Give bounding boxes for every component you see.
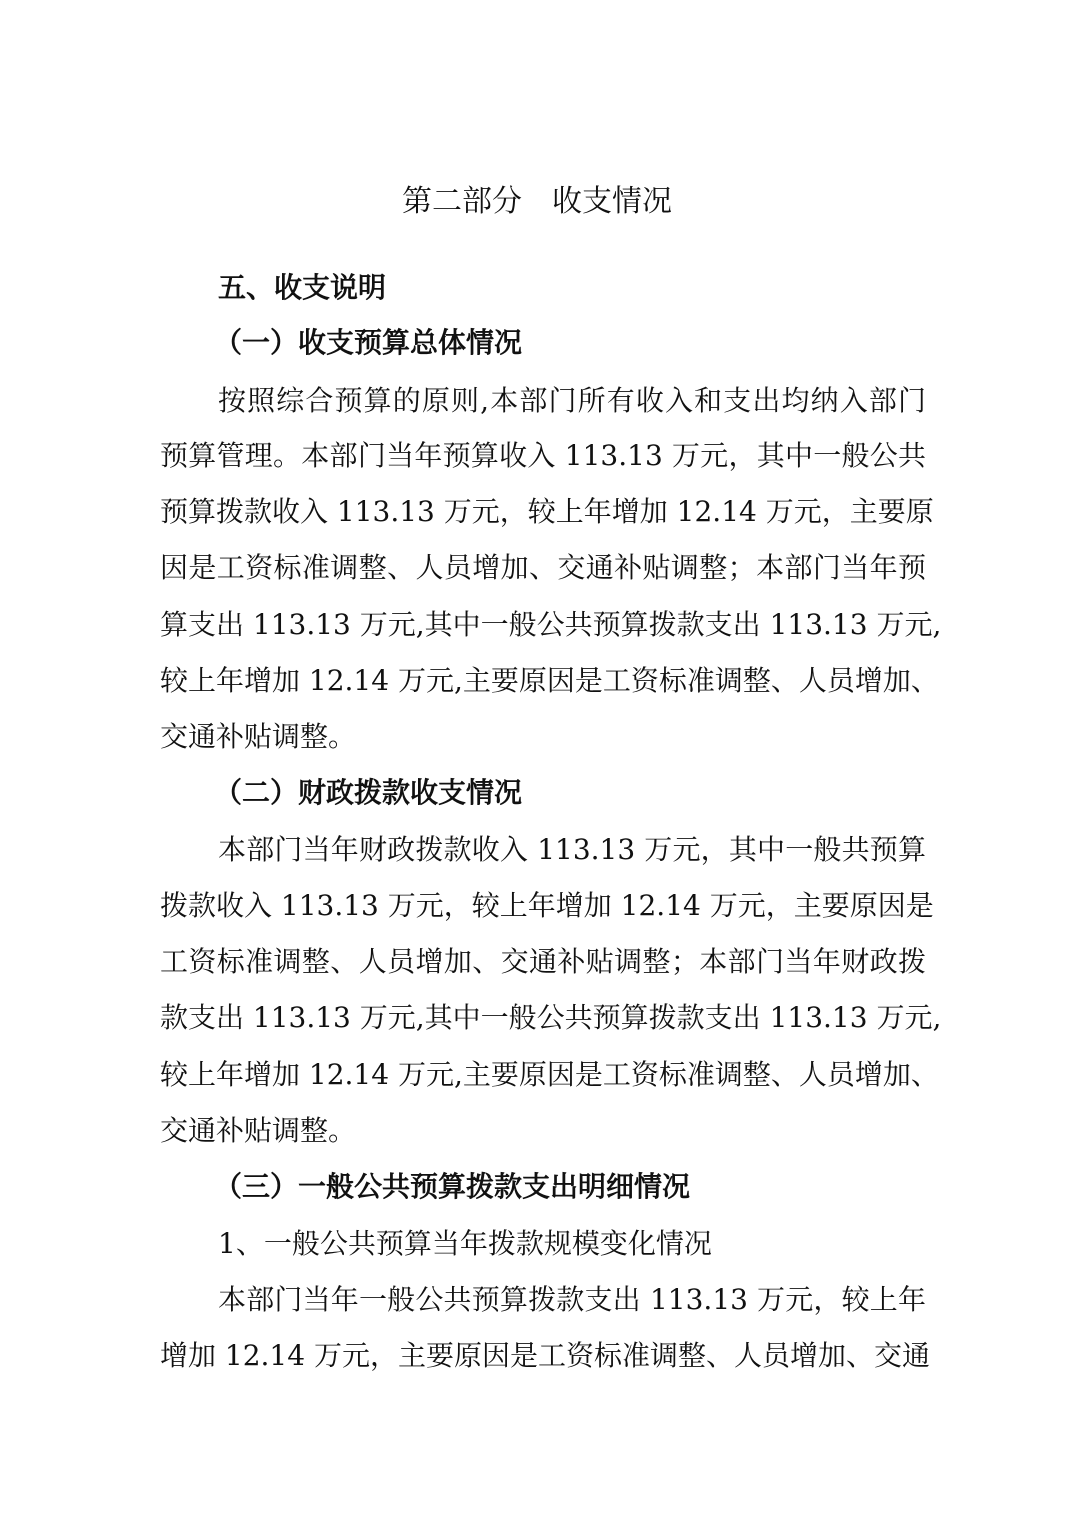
paragraph-line: 因是工资标准调整、人员增加、交通补贴调整；本部门当年预 (160, 551, 926, 584)
paragraph-line: 本部门当年一般公共预算拨款支出 113.13 万元，较上年 (218, 1283, 926, 1316)
paragraph-line: 款支出 113.13 万元,其中一般公共预算拨款支出 113.13 万元, (160, 1001, 942, 1034)
paragraph-line: 按照综合预算的原则,本部门所有收入和支出均纳入部门 (218, 384, 926, 417)
paragraph-line: 工资标准调整、人员增加、交通补贴调整；本部门当年财政拨 (160, 945, 926, 978)
paragraph-line: 较上年增加 12.14 万元,主要原因是工资标准调整、人员增加、 (160, 1058, 939, 1091)
paragraph-line: 交通补贴调整。 (160, 720, 357, 753)
paragraph-line: 较上年增加 12.14 万元,主要原因是工资标准调整、人员增加、 (160, 664, 939, 697)
list-item-heading: 1、一般公共预算当年拨款规模变化情况 (218, 1227, 712, 1260)
paragraph-line: 算支出 113.13 万元,其中一般公共预算拨款支出 113.13 万元, (160, 608, 942, 641)
paragraph-line: 拨款收入 113.13 万元，较上年增加 12.14 万元，主要原因是 (160, 889, 934, 922)
paragraph-line: 预算拨款收入 113.13 万元，较上年增加 12.14 万元，主要原 (160, 495, 934, 528)
subsection-heading-2: （二）财政拨款收支情况 (214, 776, 523, 809)
subsection-heading-1: （一）收支预算总体情况 (214, 326, 523, 359)
paragraph-line: 本部门当年财政拨款收入 113.13 万元，其中一般共预算 (218, 833, 926, 866)
page-title: 第二部分 收支情况 (402, 184, 672, 219)
paragraph-line: 增加 12.14 万元，主要原因是工资标准调整、人员增加、交通 (160, 1339, 930, 1372)
section-heading: 五、收支说明 (218, 271, 387, 304)
paragraph-line: 预算管理。本部门当年预算收入 113.13 万元，其中一般公共 (160, 439, 926, 472)
paragraph-line: 交通补贴调整。 (160, 1114, 357, 1147)
subsection-heading-3: （三）一般公共预算拨款支出明细情况 (214, 1170, 691, 1203)
